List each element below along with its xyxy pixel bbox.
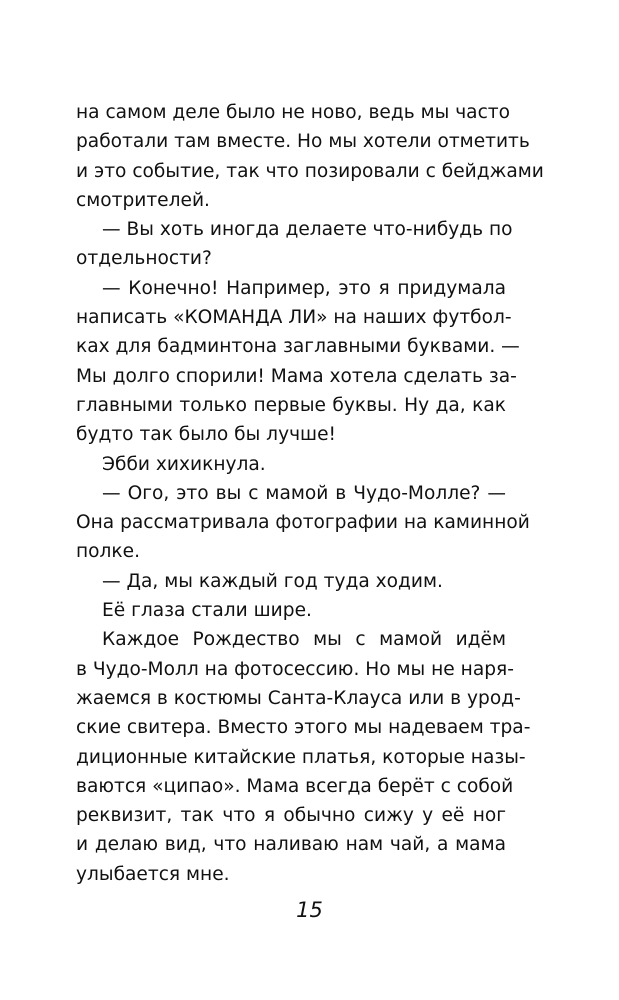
text-line: Её глаза стали шире.: [102, 600, 312, 622]
text-line: Эбби хихикнула.: [102, 453, 266, 475]
text-line: написать «КОМАНДА ЛИ» на наших футбол-: [76, 307, 512, 329]
text-line: — Да, мы каждый год туда ходим.: [102, 570, 443, 592]
text-line: ские свитера. Вместо этого мы надеваем тра-: [76, 717, 531, 739]
text-line: — Ого, это вы с мамой в Чудо-Молле? —: [102, 482, 506, 504]
text-line: Она рассматривала фотографии на каминной: [76, 512, 530, 534]
text-line: работали там вместе. Но мы хотели отметить: [76, 131, 530, 153]
text-line: реквизит, так что я обычно сижу у её ног: [76, 805, 506, 827]
text-line: диционные китайские платья, которые назы-: [76, 746, 526, 768]
text-line: главными только первые буквы. Ну да, как: [76, 394, 506, 416]
text-line: на самом деле было не ново, ведь мы часто: [76, 102, 511, 123]
text-line: улыбается мне.: [76, 863, 230, 885]
page-number: 15: [296, 898, 323, 922]
text-line: будто так было бы лучше!: [76, 424, 336, 446]
text-line: отдельности?: [76, 248, 212, 270]
text-line: ках для бадминтона заглавными буквами. —: [76, 336, 520, 358]
text-line: и это событие, так что позировали с бейджами: [76, 160, 544, 182]
text-line: полке.: [76, 541, 140, 563]
text-line: ваются «ципао». Мама всегда берёт с собой: [76, 775, 514, 797]
page-text: [76, 98, 544, 889]
text-line: Мы долго спорили! Мама хотела сделать за-: [76, 365, 517, 387]
text-line: Каждое Рождество мы с мамой идём: [102, 629, 506, 651]
text-line: смотрителей.: [76, 189, 210, 211]
text-line: и делаю вид, что наливаю нам чай, а мама: [76, 834, 506, 856]
text-line: — Конечно! Например, это я придумала: [102, 277, 506, 299]
text-line: — Вы хоть иногда делаете что-нибудь по: [102, 219, 513, 241]
text-line: в Чудо-Молл на фотосессию. Но мы не наря-: [76, 658, 514, 680]
text-line: жаемся в костюмы Санта-Клауса или в урод-: [76, 687, 521, 709]
